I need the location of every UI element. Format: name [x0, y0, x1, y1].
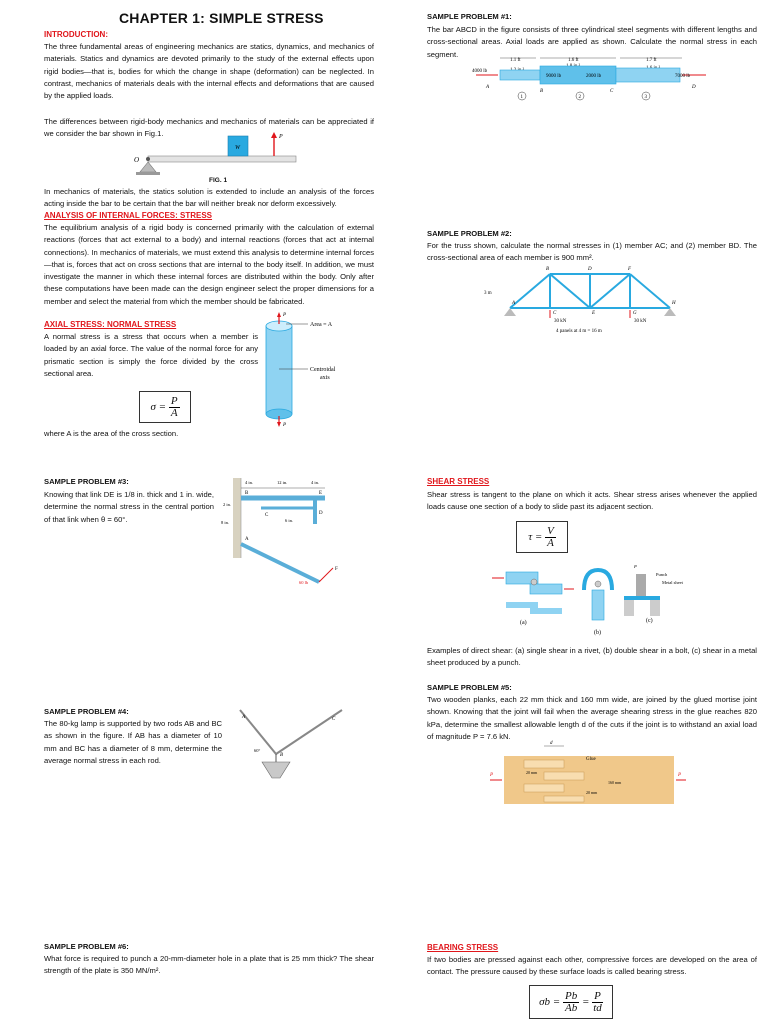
intro-paragraph-1: The three fundamental areas of engineering mechanics are statics, dynamics, and mechanics of materials. Statics and dynamics are devoted primarily to the study of the external effects upon rigid bodies—that is, bodies for which the change in shape (deformation) can be neglected. In contrast, mechanics of materials deals with the internal effects and deformations that are caused by the applied loads.	[44, 42, 374, 101]
svg-text:4 in.: 4 in.	[245, 480, 254, 485]
svg-text:P: P	[283, 313, 287, 318]
intro-paragraph-3: In mechanics of materials, the statics solution is extended to include an analysis of the forces acting inside the bar to be certain that the bar will neither break nor deform excessively.	[44, 187, 374, 209]
svg-text:7000 lb: 7000 lb	[675, 74, 691, 79]
svg-text:A: A	[486, 85, 490, 90]
axial-stress-paragraph: A normal stress is a stress that occurs when a member is loaded by an axial force. The value of the normal force for any prismatic section is simply the force divided by the cross sectional area.	[44, 332, 258, 378]
svg-text:(c): (c)	[646, 618, 653, 624]
svg-text:(b): (b)	[594, 630, 601, 636]
svg-text:3: 3	[644, 95, 647, 100]
svg-text:8 in.: 8 in.	[221, 520, 230, 525]
sample-problem-4-lamp-figure	[232, 704, 354, 784]
svg-text:D: D	[588, 267, 592, 272]
intro-paragraph-2: The differences between rigid-body mechanics and mechanics of materials can be appreciated if we consider the bar shown in Fig.1.	[44, 117, 374, 139]
sample-problem-3-figure	[215, 474, 345, 594]
svg-text:4 in.: 4 in.	[311, 480, 320, 485]
svg-text:P: P	[283, 423, 287, 428]
svg-text:2 in.: 2 in.	[223, 502, 232, 507]
sample-problem-2-text: For the truss shown, calculate the normal stresses in (1) member AC; and (2) member BD. The cross-sectional area of each member is 900 mm².	[427, 241, 757, 263]
centroidal-label: Centroidal	[310, 367, 336, 373]
area-label: Area = A	[310, 322, 333, 328]
svg-text:160 mm: 160 mm	[608, 780, 622, 785]
svg-text:F: F	[335, 567, 338, 572]
shear-stress-heading: SHEAR STRESS	[427, 477, 490, 486]
svg-text:B: B	[245, 491, 249, 496]
svg-text:F: F	[628, 267, 632, 272]
svg-text:G: G	[633, 311, 637, 316]
svg-text:A: A	[242, 715, 246, 720]
svg-text:(a): (a)	[520, 620, 527, 626]
sample-problem-5-text: Two wooden planks, each 22 mm thick and 160 mm wide, are joined by the glued mortise joint shown. Knowing that the joint will fail when the average shearing stress in the glue reaches 820 kPa, determine the smallest allowable length d of the cuts if the joint is to withstand an axial load of magnitude P = 7.6 kN.	[427, 695, 757, 741]
sample-problem-2-truss-figure	[480, 264, 690, 344]
svg-text:12 in.: 12 in.	[277, 480, 288, 485]
sample-problem-4-text: The 80-kg lamp is supported by two rods AB and BC as shown in the figure. If AB has a diameter of 10 mm and BC has a diameter of 8 mm, determine the average normal stress in each rod.	[44, 719, 222, 765]
svg-text:B: B	[540, 89, 544, 94]
svg-text:4 panels at 4 m = 16 m: 4 panels at 4 m = 16 m	[556, 329, 602, 334]
svg-text:Glue: Glue	[586, 757, 596, 762]
sample-problem-6-text: What force is required to punch a 20-mm-diameter hole in a plate that is 25 mm thick? The shear strength of the plate is 350 MN/m².	[44, 954, 374, 976]
svg-text:D: D	[319, 511, 323, 516]
direct-shear-caption: Examples of direct shear: (a) single shear in a rivet, (b) double shear in a bolt, (c) shear in a metal sheet produced by a punch.	[427, 646, 757, 668]
svg-text:B: B	[280, 753, 284, 758]
fig-1-label-w: W	[235, 145, 240, 151]
svg-text:2000 lb: 2000 lb	[586, 74, 602, 79]
svg-text:20 mm: 20 mm	[526, 770, 538, 775]
intro-heading: INTRODUCTION:	[44, 30, 108, 39]
svg-text:C: C	[553, 311, 557, 316]
sample-problem-6-heading: SAMPLE PROBLEM #6:	[44, 942, 129, 951]
svg-text:Metal sheet: Metal sheet	[662, 580, 683, 585]
sample-problem-2-heading: SAMPLE PROBLEM #2:	[427, 229, 512, 238]
axial-stress-heading: AXIAL STRESS: NORMAL STRESS	[44, 320, 177, 329]
fig-1-label-o: O	[134, 156, 140, 164]
sample-problem-1-bar-figure	[470, 52, 720, 104]
svg-text:C: C	[610, 89, 614, 94]
svg-text:9000 lb: 9000 lb	[546, 74, 562, 79]
direct-shear-figure	[484, 560, 694, 638]
svg-text:P: P	[490, 773, 494, 778]
svg-text:60°: 60°	[254, 748, 261, 753]
svg-text:d: d	[550, 741, 553, 746]
svg-text:Punch: Punch	[656, 572, 668, 577]
fig-1-label-p: P	[279, 134, 283, 140]
svg-text:E: E	[319, 491, 323, 496]
sample-problem-5-joint-figure	[488, 738, 688, 810]
bearing-stress-equation: σb = $\frac{Pb}{Ab}$ = $\frac{P}{td}$	[529, 985, 613, 1019]
sample-problem-3-heading: SAMPLE PROBLEM #3:	[44, 477, 129, 486]
svg-text:C: C	[265, 513, 269, 518]
svg-text:20 mm: 20 mm	[586, 790, 598, 795]
svg-text:A: A	[245, 537, 249, 542]
sample-problem-4-heading: SAMPLE PROBLEM #4:	[44, 707, 129, 716]
sample-problem-1-heading: SAMPLE PROBLEM #1:	[427, 12, 512, 21]
svg-text:A: A	[512, 301, 516, 306]
svg-text:1.7 ft: 1.7 ft	[646, 58, 657, 63]
svg-text:H: H	[672, 301, 676, 306]
svg-text:1.1 ft: 1.1 ft	[510, 58, 521, 63]
fig-1-caption: FIG. 1	[209, 177, 228, 184]
normal-stress-equation: σ = $\frac{P}{A}$	[139, 391, 191, 423]
svg-text:D: D	[692, 85, 696, 90]
axial-cylinder-figure	[256, 312, 356, 428]
shear-stress-equation: τ = $\frac{V}{A}$	[516, 521, 568, 553]
svg-text:4000 lb: 4000 lb	[472, 69, 488, 74]
shear-stress-text: Shear stress is tangent to the plane on which it acts. Shear stress arises whenever the applied loads cause one section of a body to slide past its adjacent section.	[427, 490, 757, 512]
svg-text:30 kN: 30 kN	[634, 319, 647, 324]
svg-text:1.6 ft: 1.6 ft	[568, 58, 579, 63]
sample-problem-1-text: The bar ABCD in the figure consists of three cylindrical steel segments with different lengths and cross-sectional areas. Axial loads are applied as shown. Calculate the normal stress in each segment.	[427, 25, 757, 59]
svg-text:60 lb: 60 lb	[299, 580, 309, 585]
bearing-stress-heading: BEARING STRESS	[427, 943, 499, 952]
svg-text:30 kN: 30 kN	[554, 319, 567, 324]
fig-1-bar-diagram	[130, 130, 300, 176]
svg-text:2: 2	[578, 95, 581, 100]
internal-forces-heading: ANALYSIS OF INTERNAL FORCES: STRESS	[44, 211, 213, 220]
sample-problem-3-text: Knowing that link DE is 1/8 in. thick and 1 in. wide, determine the normal stress in the central portion of that link when θ = 60°.	[44, 490, 214, 524]
sample-problem-5-heading: SAMPLE PROBLEM #5:	[427, 683, 512, 692]
svg-text:1: 1	[520, 95, 523, 100]
svg-text:axis: axis	[320, 375, 330, 381]
internal-forces-paragraph: The equilibrium analysis of a rigid body is concerned primarily with the calculation of external reactions (forces that act external to a body) and internal reactions (forces that act at internal connections). In mechanics of materials, we must extend this analysis to determine internal forces—that is, forces that act on cross sections that are internal to the body itself. In addition, we must investigate the manner in which these internal forces are distributed within the body. Only after these computations have been made can the design engineer select the proper dimensions for a member and select the material from which the member should be fabricated.	[44, 223, 374, 306]
axial-stress-note: where A is the area of the cross section.	[44, 429, 179, 438]
svg-text:B: B	[546, 267, 550, 272]
svg-text:E: E	[592, 311, 596, 316]
svg-text:3 m: 3 m	[484, 291, 492, 296]
svg-text:C: C	[332, 717, 336, 722]
bearing-stress-text: If two bodies are pressed against each other, compressive forces are developed on the area of contact. The pressure caused by these surface loads is called bearing stress.	[427, 955, 757, 977]
svg-text:6 in.: 6 in.	[285, 518, 294, 523]
page-title: CHAPTER 1: SIMPLE STRESS	[119, 10, 324, 26]
svg-text:P: P	[634, 564, 637, 569]
svg-text:P: P	[678, 773, 682, 778]
